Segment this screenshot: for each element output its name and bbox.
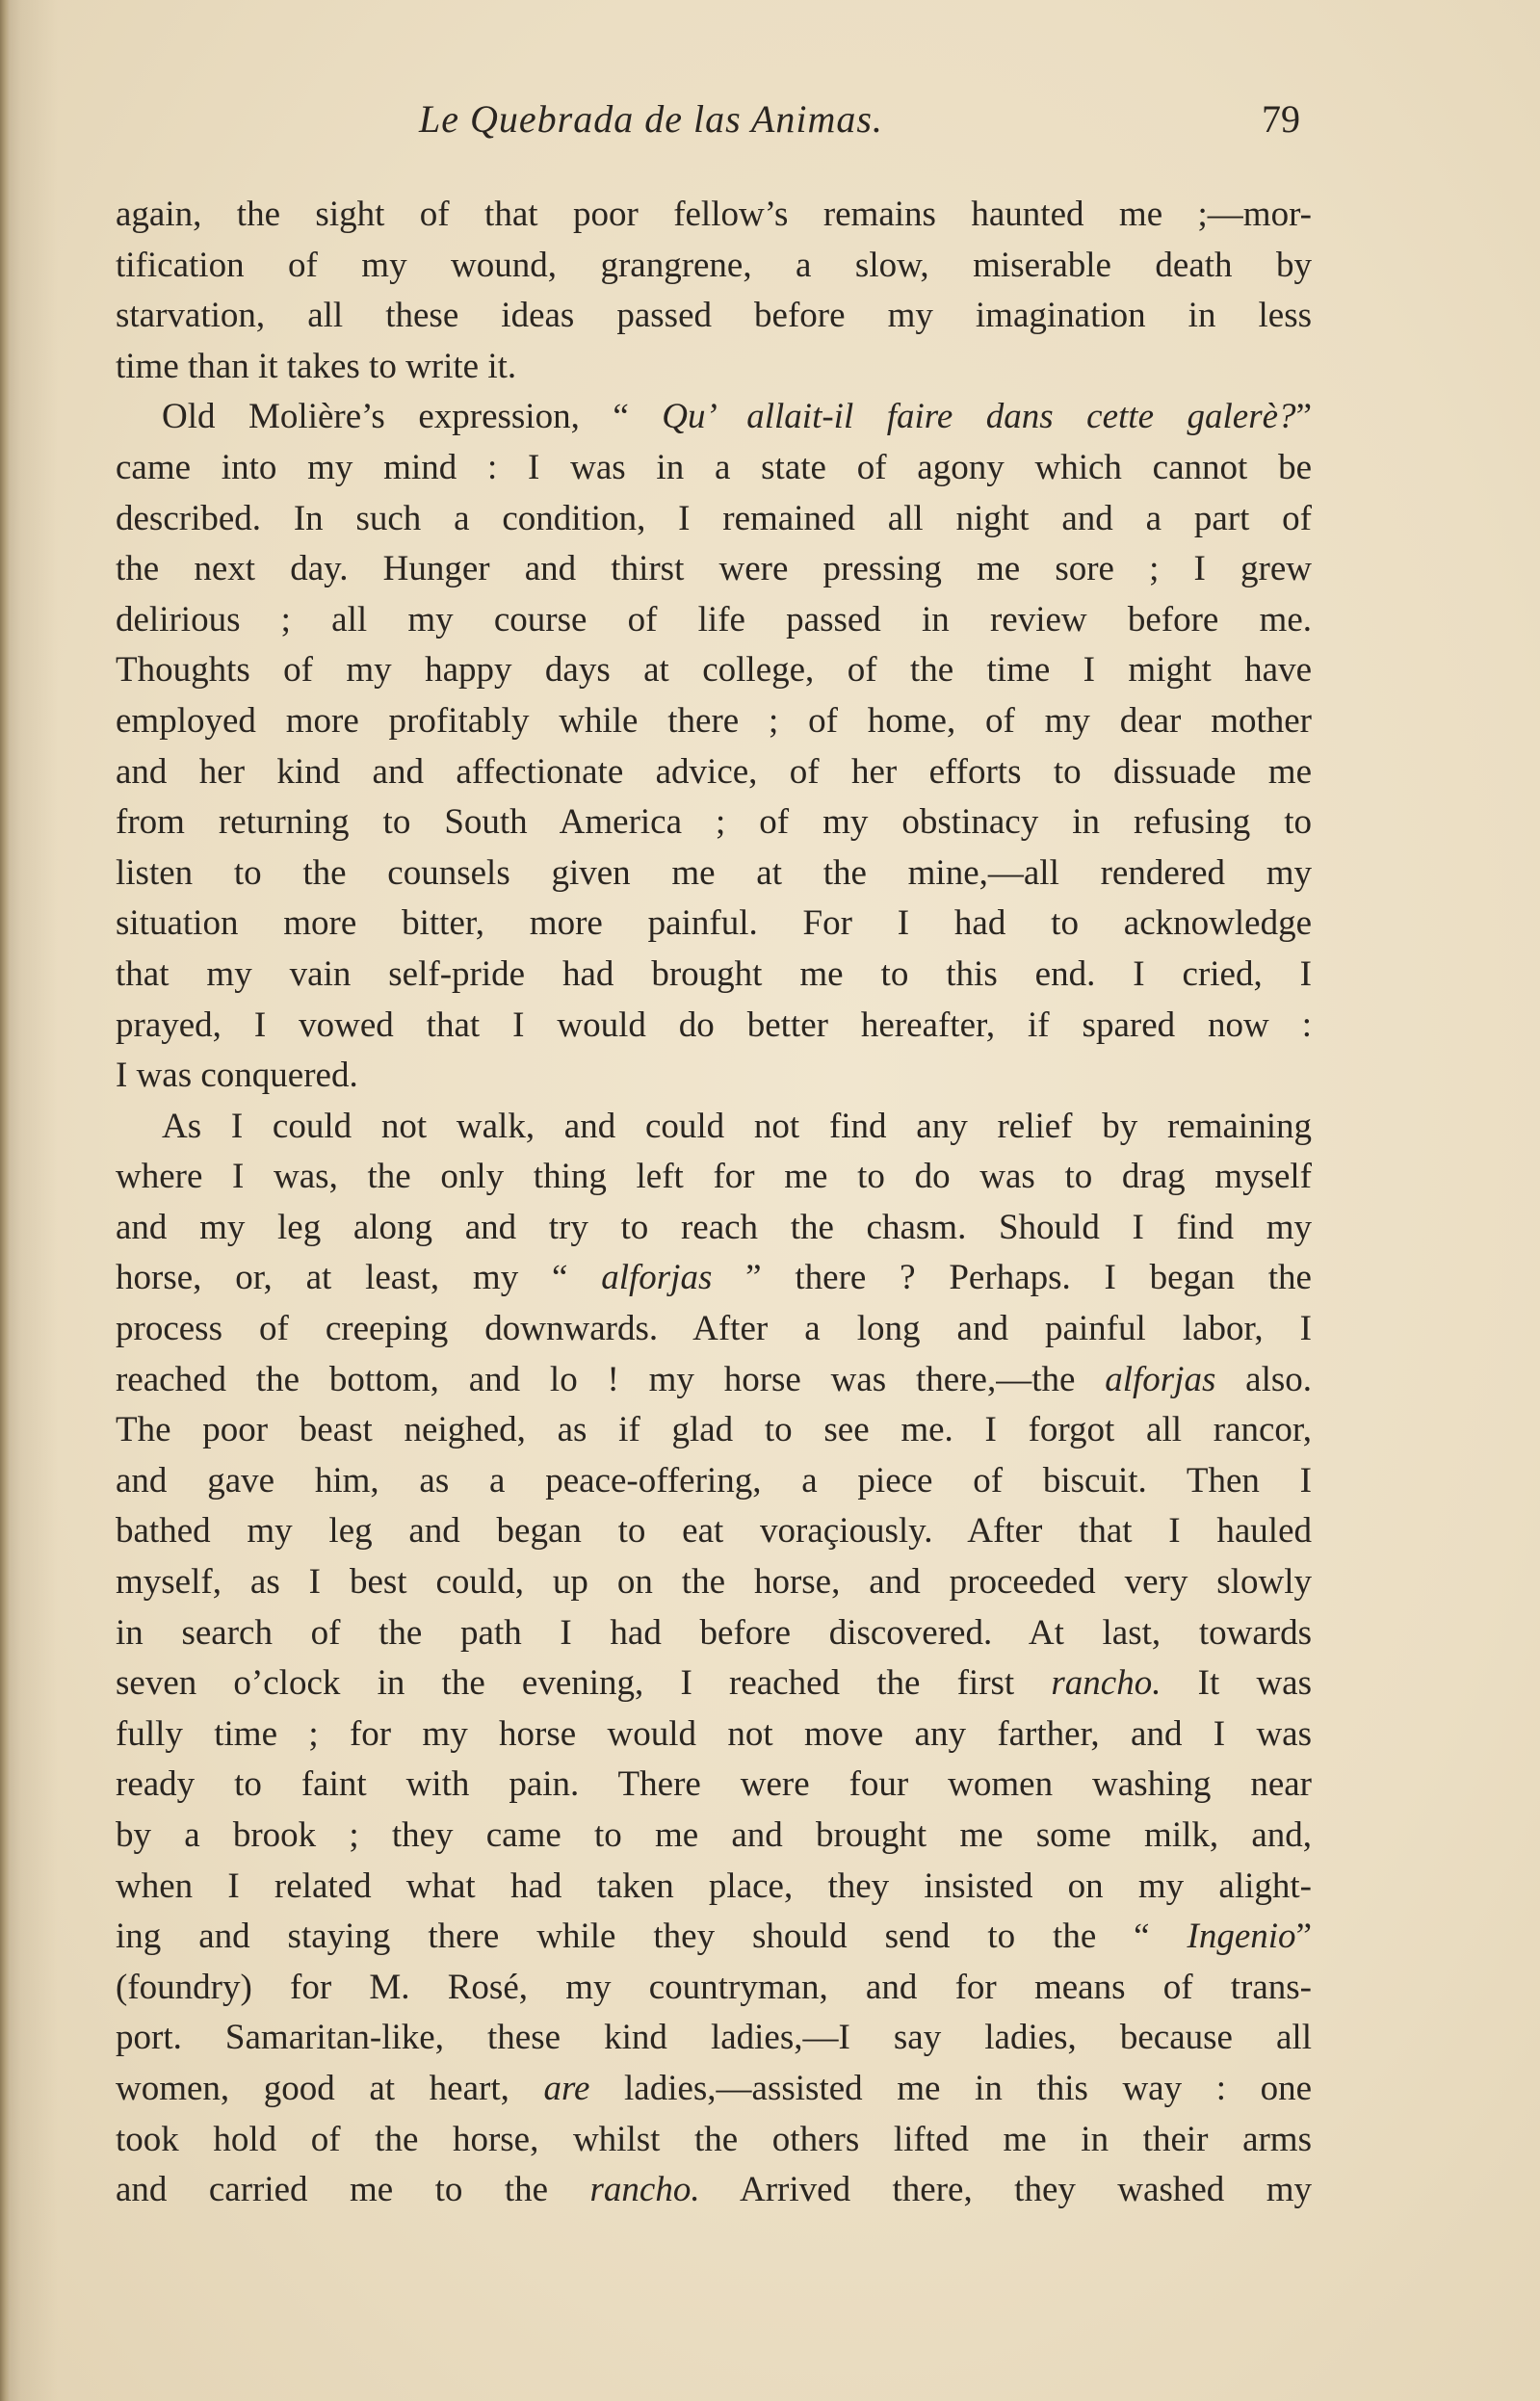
text-segment: fully time ; for my horse would not move any farther, and I was <box>116 1713 1312 1754</box>
text-line <box>116 494 1312 545</box>
text-segment: starvation, all these ideas passed before my imagination in less <box>116 296 1312 336</box>
text-segment: I was conquered. <box>116 1056 358 1096</box>
text-line <box>116 696 1312 747</box>
page-number: 79 <box>1262 97 1300 141</box>
text-segment: horse, or, at least, my “ <box>116 1258 602 1298</box>
text-segment: It was <box>1161 1663 1312 1704</box>
text-segment: ladies,—assisted me in this way : one <box>589 2068 1312 2108</box>
text-segment: also. <box>1215 1359 1312 1399</box>
text-segment: ” there ? Perhaps. I began the <box>712 1258 1312 1298</box>
text-line <box>116 1405 1312 1456</box>
text-line <box>116 1355 1312 1406</box>
text-line <box>116 1557 1312 1608</box>
text-line <box>116 1051 1312 1102</box>
text-segment: when I related what had taken place, they insisted on my alight- <box>116 1866 1312 1906</box>
text-segment: again, the sight of that poor fellow’s remains haunted me ;—mor- <box>116 195 1312 234</box>
text-line <box>116 2064 1312 2115</box>
text-line <box>116 1102 1312 1153</box>
text-segment: Arrived there, they washed my <box>699 2170 1312 2210</box>
text-segment: delirious ; all my course of life passed in review before me. <box>116 599 1312 639</box>
text-line <box>116 1001 1312 1052</box>
text-line <box>116 1912 1312 1963</box>
italic-text-segment: rancho. <box>1051 1663 1162 1704</box>
text-segment: port. Samaritan-like, these kind ladies,—I say ladies, because all <box>116 2018 1312 2058</box>
text-line <box>116 544 1312 595</box>
italic-text-segment: Qu’ allait-il faire dans cette galerè? <box>662 397 1296 437</box>
text-line <box>116 1608 1312 1659</box>
text-segment: that my vain self-pride had brought me to this end. I cried, I <box>116 953 1312 994</box>
text-segment: in search of the path I had before discovered. At last, towards <box>116 1612 1312 1653</box>
text-segment: where I was, the only thing left for me to do was to drag myself <box>116 1157 1312 1197</box>
text-line <box>116 1963 1312 2014</box>
page-header <box>116 96 1300 154</box>
italic-text-segment: alforjas <box>601 1258 713 1298</box>
text-segment: by a brook ; they came to me and brought me some milk, and, <box>116 1815 1312 1855</box>
text-line <box>116 595 1312 646</box>
text-line <box>116 190 1312 241</box>
text-segment: from returning to South America ; of my obstinacy in refusing to <box>116 802 1312 843</box>
text-line <box>116 1658 1312 1709</box>
page-gutter-shadow <box>0 0 10 2401</box>
text-segment: came into my mind : I was in a state of agony which cannot be <box>116 447 1312 487</box>
text-line <box>116 2165 1312 2216</box>
italic-text-segment: rancho. <box>589 2170 700 2210</box>
text-segment: seven o’clock in the evening, I reached the first <box>116 1663 1052 1704</box>
text-line <box>116 950 1312 1001</box>
text-line <box>116 1253 1312 1304</box>
text-line <box>116 797 1312 848</box>
text-line <box>116 291 1312 342</box>
text-line <box>116 241 1312 292</box>
text-segment: (foundry) for M. Rosé, my countryman, and for means of trans- <box>116 1967 1312 2007</box>
text-line <box>116 1709 1312 1761</box>
text-segment: process of creeping downwards. After a long and painful labor, I <box>116 1309 1312 1349</box>
text-line <box>116 645 1312 696</box>
text-segment: reached the bottom, and lo ! my horse was there,—the <box>116 1359 1106 1399</box>
text-segment: and gave him, as a peace-offering, a piece of biscuit. Then I <box>116 1460 1312 1501</box>
text-line <box>116 2013 1312 2064</box>
text-segment: and her kind and affectionate advice, of her efforts to dissuade me <box>116 751 1312 792</box>
text-segment: employed more profitably while there ; of home, of my dear mother <box>116 700 1312 741</box>
text-segment: tification of my wound, grangrene, a slow, miserable death by <box>116 245 1312 285</box>
text-segment: bathed my leg and began to eat voraçiously. After that I hauled <box>116 1511 1312 1552</box>
text-segment: The poor beast neighed, as if glad to see me. I forgot all rancor, <box>116 1410 1312 1450</box>
text-line <box>116 342 1312 393</box>
text-line <box>116 1862 1312 1913</box>
text-line <box>116 2115 1312 2166</box>
body-text <box>116 190 1312 2216</box>
text-segment: and my leg along and try to reach the chasm. Should I find my <box>116 1207 1312 1247</box>
text-line <box>116 1456 1312 1507</box>
text-segment: and carried me to the <box>116 2170 590 2210</box>
text-line <box>116 1203 1312 1254</box>
italic-text-segment: alforjas <box>1105 1359 1216 1399</box>
text-segment: situation more bitter, more painful. For I had to acknowledge <box>116 903 1312 944</box>
text-line <box>116 1304 1312 1355</box>
text-segment: prayed, I vowed that I would do better hereafter, if spared now : <box>116 1005 1312 1045</box>
text-segment: myself, as I best could, up on the horse, and proceeded very slowly <box>116 1562 1312 1603</box>
text-segment: the next day. Hunger and thirst were pressing me sore ; I grew <box>116 549 1312 589</box>
text-segment: Old Molière’s expression, “ <box>162 397 663 437</box>
text-line <box>116 848 1312 900</box>
text-line <box>116 1152 1312 1203</box>
text-line <box>116 392 1312 443</box>
text-line <box>116 1760 1312 1811</box>
text-segment: ” <box>1295 1917 1312 1957</box>
text-segment: listen to the counsels given me at the mine,—all rendered my <box>116 852 1312 893</box>
italic-text-segment: Ingenio <box>1187 1917 1296 1957</box>
text-line <box>116 1506 1312 1557</box>
text-line <box>116 899 1312 950</box>
text-segment: described. In such a condition, I remained all night and a part of <box>116 498 1312 538</box>
text-line <box>116 747 1312 798</box>
text-segment: women, good at heart, <box>116 2068 544 2108</box>
text-segment: As I could not walk, and could not find any relief by remaining <box>162 1106 1312 1146</box>
text-segment: time than it takes to write it. <box>116 346 517 386</box>
text-line <box>116 443 1312 494</box>
running-title: Le Quebrada de las Animas. <box>419 97 883 141</box>
text-segment: ” <box>1295 397 1312 437</box>
text-segment: took hold of the horse, whilst the others lifted me in their arms <box>116 2119 1312 2159</box>
text-segment: ready to faint with pain. There were four women washing near <box>116 1764 1312 1805</box>
italic-text-segment: are <box>543 2068 590 2108</box>
text-segment: ing and staying there while they should send to the “ <box>116 1917 1188 1957</box>
text-segment: Thoughts of my happy days at college, of the time I might have <box>116 650 1312 691</box>
text-line <box>116 1811 1312 1862</box>
